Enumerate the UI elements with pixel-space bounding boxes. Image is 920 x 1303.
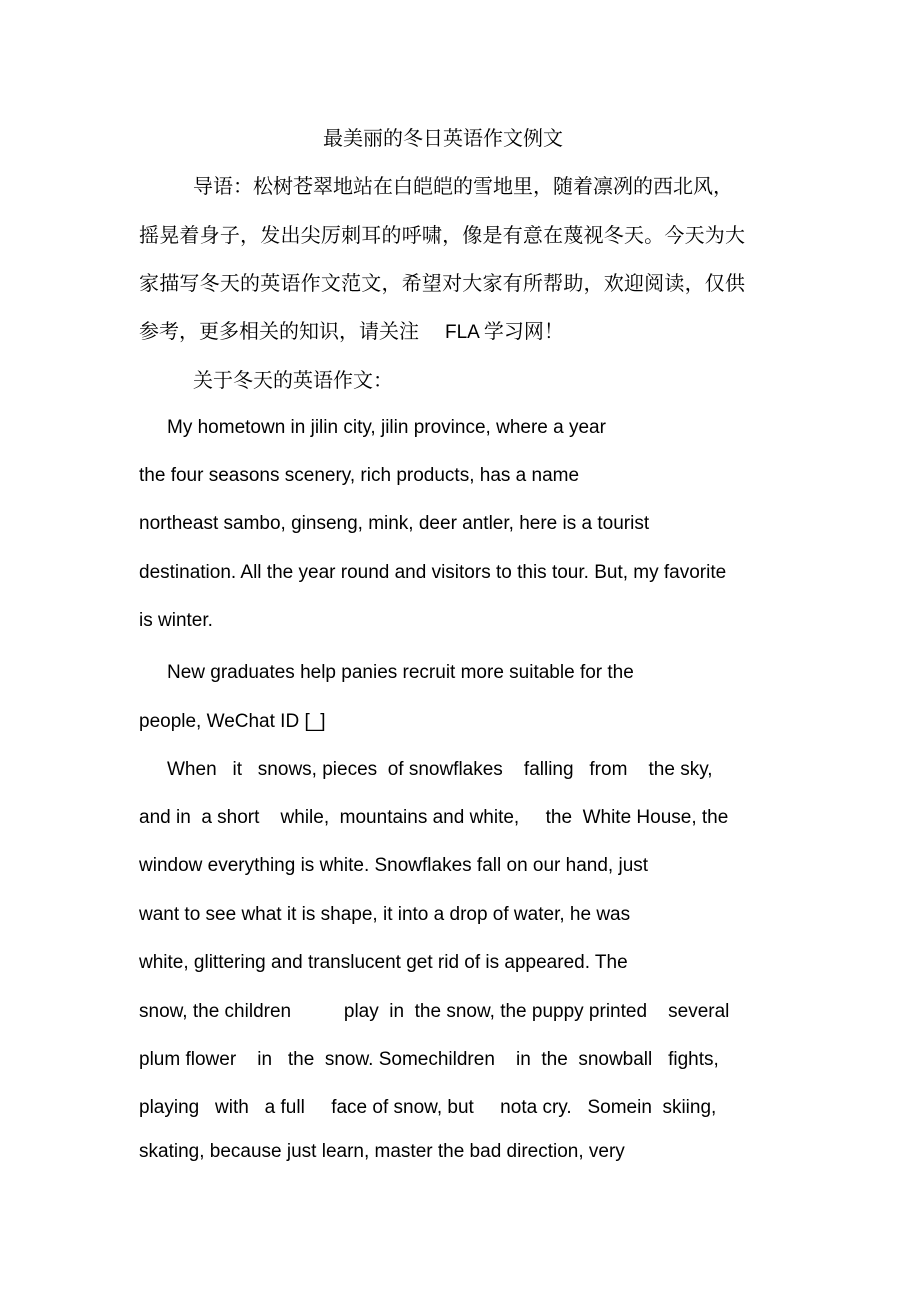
paragraph-3-line-9: skating, because just learn, master the bad direction, very bbox=[139, 1141, 625, 1162]
paragraph-3-line-4: want to see what it is shape, it into a drop of water, he was bbox=[139, 904, 631, 925]
intro-line-4-text: 参考，更多相关的知识，请关注 bbox=[139, 319, 419, 343]
paragraph-1-line-3: northeast sambo, ginseng, mink, deer antler, here is a tourist bbox=[139, 513, 650, 534]
paragraph-1-line-5: is winter. bbox=[139, 610, 213, 631]
paragraph-3-line-8: playing with a full face of snow, but nota cry. Somein skiing, bbox=[139, 1097, 717, 1118]
intro-line-3: 家描写冬天的英语作文范文，希望对大家有所帮助，欢迎阅读，仅供 bbox=[139, 271, 745, 295]
paragraph-1-line-4: destination. All the year round and visitors to this tour. But, my favorite bbox=[139, 562, 727, 583]
paragraph-3-line-2: and in a short while, mountains and white, the White House, the bbox=[139, 807, 729, 828]
intro-line-2: 摇晃着身子，发出尖厉刺耳的呼啸，像是有意在蔑视冬天。今天为大 bbox=[139, 223, 745, 247]
intro-line-4-end: 学习网！ bbox=[483, 319, 564, 343]
intro-line-4 bbox=[139, 321, 564, 342]
paragraph-2-line-2: people, WeChat ID [_] bbox=[139, 711, 326, 732]
paragraph-3-line-6: snow, the children play in the snow, the puppy printed several bbox=[139, 1001, 730, 1022]
section-heading: 关于冬天的英语作文： bbox=[193, 368, 393, 392]
paragraph-3-line-5: white, glittering and translucent get rid of is appeared. The bbox=[139, 952, 628, 973]
paragraph-3-line-7: plum flower in the snow. Somechildren in the snowball fights, bbox=[139, 1049, 719, 1070]
intro-line-1: 导语：松树苍翠地站在白皑皑的雪地里，随着凛冽的西北风， bbox=[193, 174, 733, 198]
paragraph-1-line-1: My hometown in jilin city, jilin province, where a year bbox=[167, 417, 606, 438]
document-title: 最美丽的冬日英语作文例文 bbox=[323, 126, 563, 150]
paragraph-2-line-1: New graduates help panies recruit more suitable for the bbox=[167, 662, 634, 683]
paragraph-3-line-1: When it snows, pieces of snowflakes falling from the sky, bbox=[167, 759, 713, 780]
intro-brand-name: FLA bbox=[445, 322, 480, 343]
paragraph-3-line-3: window everything is white. Snowflakes fall on our hand, just bbox=[139, 855, 649, 876]
paragraph-1-line-2: the four seasons scenery, rich products, has a name bbox=[139, 465, 580, 486]
